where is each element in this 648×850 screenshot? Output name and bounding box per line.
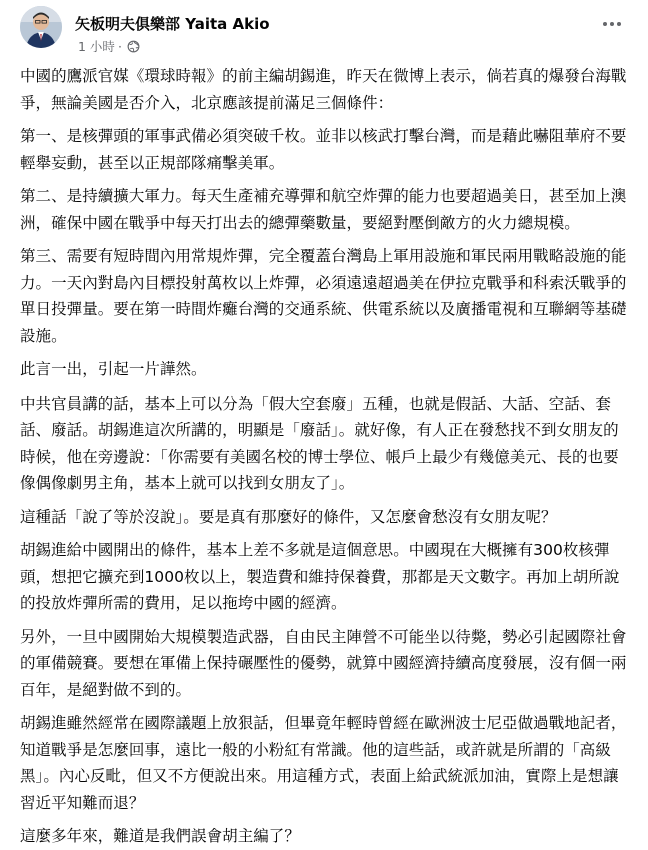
paragraph-1: 中國的鷹派官媒《環球時報》的前主編胡錫進，昨天在微博上表示，倘若真的爆發台海戰爭，無論美國是否介入，北京應該提前滿足三個條件： [20,67,627,112]
paragraph-6: 中共官員講的話，基本上可以分為「假大空套廢」五種，也就是假話、大話、空話、套話、廢話。胡錫進這次所講的，明顯是「廢話」。就好像，有人正在發愁找不到女朋友的時候，他在旁邊說：「你需要有美國名校的博士學位、帳戶上最少有幾億美元、長的也要像偶像劇男主角，基本上就可以找到女朋友了」。 [20,394,619,492]
paragraph-7: 這種話「說了等於沒說」。要是真有那麼好的條件，又怎麼會愁沒有女朋友呢？ [20,507,557,526]
meta-separator: · [117,38,122,54]
paragraph-8: 胡錫進給中國開出的條件，基本上差不多就是這個意思。中國現在大概擁有300枚核彈頭，想把它擴充到1000枚以上，製造費和維持保養費，那都是天文數字。再加上胡所說的投放炸彈所需的費用，足以拖垮中國的經濟。 [20,541,620,612]
avatar-portrait [20,6,62,48]
paragraph-3: 第二、是持續擴大軍力。每天生產補充導彈和航空炸彈的能力也要超過美日，甚至加上澳洲，確保中國在戰爭中每天打出去的總彈藥數量，要絕對壓倒敵方的火力總規模。 [20,187,627,232]
more-options-icon[interactable] [598,14,626,34]
paragraph-11: 這麼多年來，難道是我們誤會胡主編了？ [20,827,300,845]
paragraph-2: 第一、是核彈頭的軍事武備必須突破千枚。並非以核武打擊台灣，而是藉此嚇阻華府不要輕舉妄動，甚至以正規部隊痛擊美軍。 [20,127,627,172]
paragraph-10: 胡錫進雖然經常在國際議題上放狠話，但畢竟年輕時曾經在歐洲波士尼亞做過戰地記者，知道戰爭是怎麼回事，遠比一般的小粉紅有常識。他的這些話，或許就是所謂的「高級黑」。內心反毗，但又不方便說出來。用這種方式，表面上給武統派加油，實際上是想讓習近平知難而退？ [20,714,627,812]
paragraph-4: 第三、需要有短時間內用常規炸彈，完全覆蓋台灣島上軍用設施和軍民兩用戰略設施的能力。一天內對島內目標投射萬枚以上炸彈，必須遠遠超過美在伊拉克戰爭和科索沃戰爭的單日投彈量。要在第一時間炸癱台灣的交通系統、供電系統以及廣播電視和互聯網等基礎設施。 [20,247,627,345]
post-meta [78,37,140,55]
paragraph-5: 此言一出，引起一片譁然。 [20,360,207,378]
globe-icon[interactable] [127,40,140,53]
author-avatar[interactable] [20,6,62,48]
author-name[interactable]: 矢板明夫俱樂部 Yaita Akio [75,15,270,33]
post-header [20,6,628,54]
post-body [20,63,628,850]
paragraph-9: 另外，一旦中國開始大規模製造武器，自由民主陣營不可能坐以待斃，勢必引起國際社會的軍備競賽。要想在軍備上保持碾壓性的優勢，就算中國經濟持續高度發展，沒有個一兩百年，是絕對做不到的。 [20,627,627,699]
post-timestamp[interactable]: 1 小時 [78,39,115,54]
